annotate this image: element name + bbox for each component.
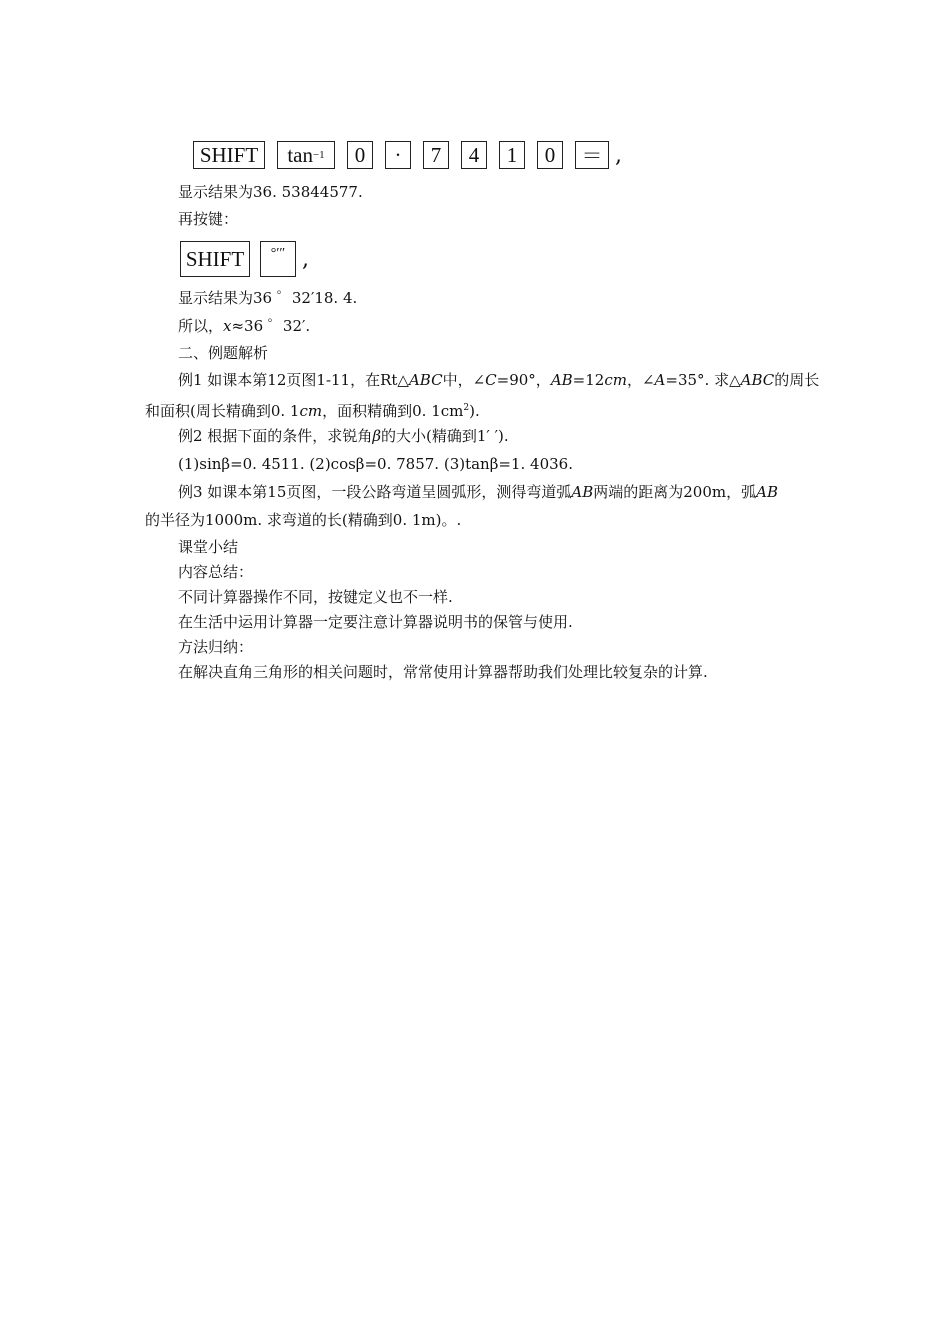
summary-title: 课堂小结: [178, 538, 239, 556]
key-sequence-row-2: [180, 241, 309, 277]
inverse-superscript: −1: [312, 149, 325, 161]
example-1-line-1: [178, 370, 819, 390]
var: ABC: [408, 371, 443, 389]
key-sequence-row-1: [193, 141, 622, 169]
var: AB: [550, 371, 573, 389]
example-3-line-2: 的半径为1000m. 求弯道的长(精确到0. 1m)。.: [145, 511, 462, 529]
comma: ,: [615, 142, 622, 168]
var: cm: [604, 371, 627, 389]
digit-1-key: 1: [499, 141, 525, 169]
digit-0-key: 0: [537, 141, 563, 169]
result-line-2: 显示结果为36 ゜32′18. 4.: [178, 289, 358, 307]
digit-4-key: 4: [461, 141, 487, 169]
shift-key: SHIFT: [193, 141, 265, 169]
shift-key: SHIFT: [180, 241, 250, 277]
method-label: 方法归纳：: [178, 638, 254, 656]
text: ).: [469, 402, 480, 420]
text: 的大小(精确到1′ ′).: [381, 427, 509, 445]
tan-key-label: tan: [287, 142, 313, 167]
equals-key: ＝: [575, 141, 609, 169]
example-2-line-1: [178, 426, 509, 446]
variable-x: x: [223, 317, 232, 335]
text: 例3 如课本第15页图，一段公路弯道呈圆弧形，测得弯道弧: [178, 483, 572, 501]
text: 的周长: [774, 371, 820, 389]
content-summary-2: 在生活中运用计算器一定要注意计算器说明书的保管与使用.: [178, 613, 573, 631]
press-again-line: 再按键：: [178, 210, 239, 228]
var: AB: [756, 483, 778, 501]
text: 中，∠: [442, 371, 486, 389]
var: C: [485, 371, 497, 389]
text: 所以，: [178, 317, 224, 335]
example-3-line-1: [178, 482, 778, 502]
text: ，∠: [626, 371, 655, 389]
text: =35°. 求△: [665, 371, 741, 389]
text: 两端的距离为200m，弧: [593, 483, 757, 501]
digit-7-key: 7: [423, 141, 449, 169]
result-line-1: 显示结果为36. 53844577.: [178, 183, 363, 201]
example-1-line-2: [145, 398, 480, 421]
text: 和面积(周长精确到0. 1: [145, 402, 300, 420]
superscript: 2: [463, 403, 470, 413]
degree-minute-second-key: °′″: [260, 241, 296, 277]
comma: ,: [302, 246, 309, 272]
section-title-examples: 二、例题解析: [178, 344, 269, 362]
var: AB: [571, 483, 594, 501]
text: =90°，: [496, 371, 551, 389]
var: A: [654, 371, 666, 389]
example-2-line-2: (1)sinβ=0. 4511. (2)cosβ=0. 7857. (3)tanβ=1. 4036.: [178, 455, 573, 473]
tan-inverse-key: [277, 141, 335, 169]
text: ，面积精确到0. 1cm: [322, 402, 464, 420]
var: ABC: [740, 371, 775, 389]
digit-0-key: 0: [347, 141, 373, 169]
conclusion-line: [178, 316, 310, 336]
text: 例2 根据下面的条件，求锐角: [178, 427, 373, 445]
text: =12: [572, 371, 605, 389]
decimal-point-key: ·: [385, 141, 411, 169]
text: 例1 如课本第12页图1-11，在Rt△: [178, 371, 409, 389]
text: ≈36 ゜32′.: [231, 317, 311, 335]
content-summary-label: 内容总结：: [178, 563, 254, 581]
method-text: 在解决直角三角形的相关问题时，常常使用计算器帮助我们处理比较复杂的计算.: [178, 663, 708, 681]
var: cm: [299, 402, 323, 420]
var: β: [372, 427, 381, 445]
content-summary-1: 不同计算器操作不同，按键定义也不一样.: [178, 588, 453, 606]
